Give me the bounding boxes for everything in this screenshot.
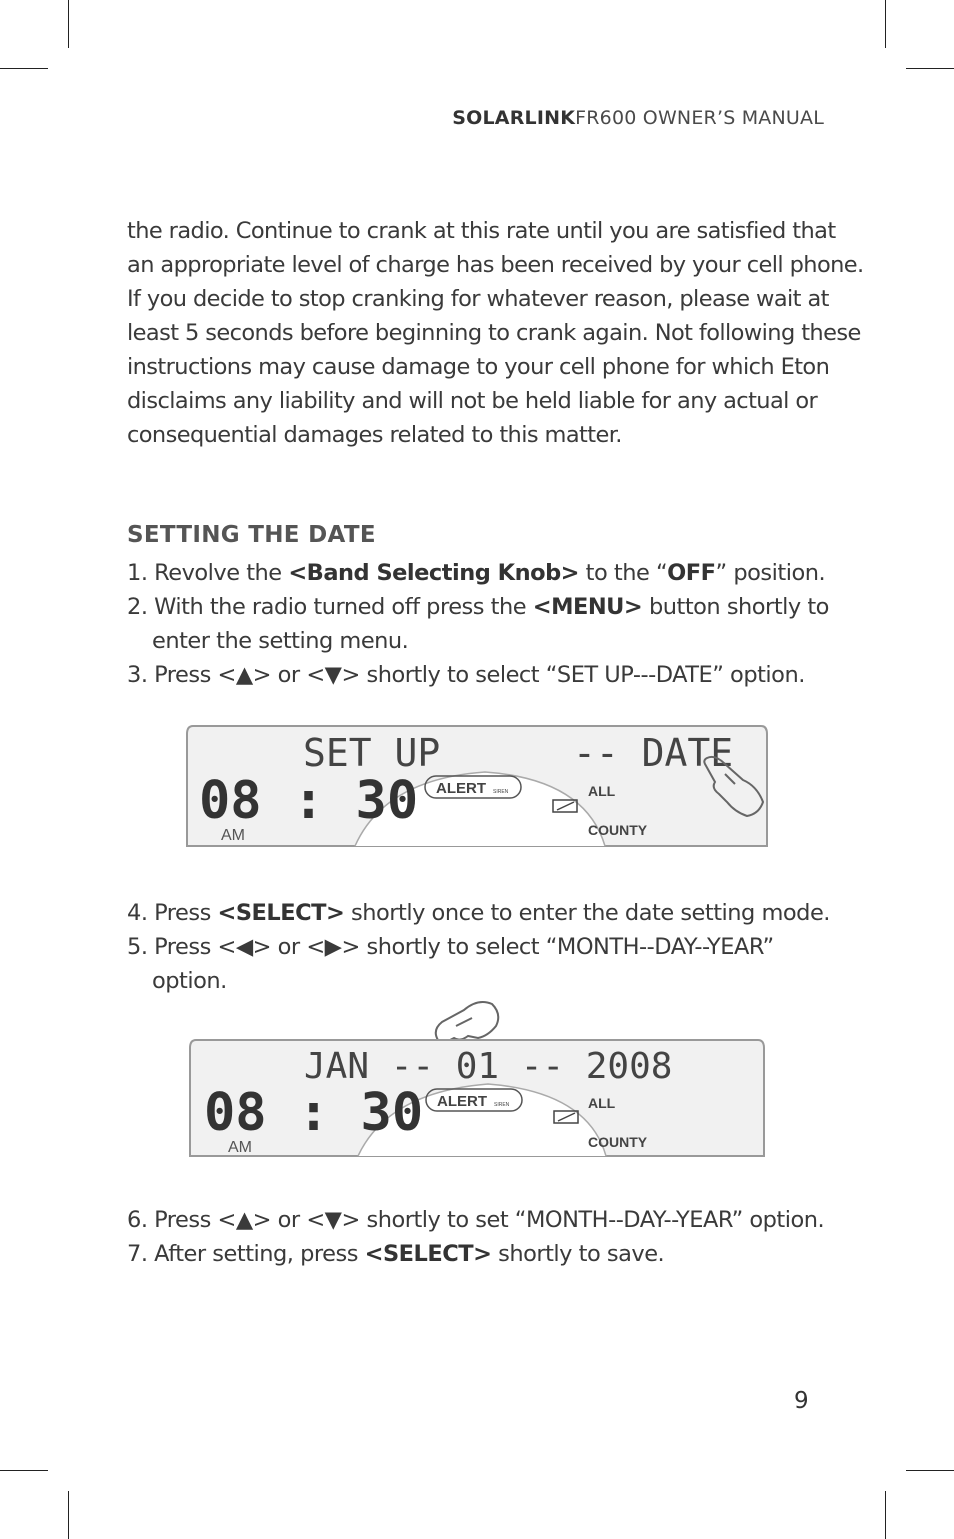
crop-mark bbox=[68, 0, 69, 48]
step-3: 3. Press <▲> or <▼> shortly to select “SET UP---DATE” option. bbox=[127, 662, 805, 688]
lcd-alert: ALERT bbox=[437, 1093, 487, 1110]
lcd-all: ALL bbox=[588, 1095, 616, 1111]
step-4: 4. Press <SELECT> shortly once to enter the date setting mode. bbox=[127, 900, 830, 926]
step-5: 5. Press <◀> or <▶> shortly to select “MONTH--DAY--YEAR” bbox=[127, 934, 774, 960]
brand-name: SOLARLINK bbox=[452, 107, 576, 129]
intro-line: consequential damages related to this matter. bbox=[127, 422, 622, 448]
lcd-ampm: AM bbox=[221, 827, 245, 844]
steps-group-3 bbox=[127, 1203, 847, 1271]
crop-mark bbox=[885, 0, 886, 48]
crop-mark bbox=[0, 1470, 48, 1471]
step-2: 2. With the radio turned off press the <MENU> button shortly to bbox=[127, 594, 829, 620]
lcd-time: 08 : 30 bbox=[199, 771, 419, 831]
lcd-siren: SIREN bbox=[493, 789, 509, 795]
lcd-siren: SIREN bbox=[494, 1102, 510, 1108]
lcd-county: COUNTY bbox=[588, 822, 648, 838]
lcd-county: COUNTY bbox=[588, 1134, 648, 1150]
steps-group-2 bbox=[127, 896, 847, 998]
lcd-display-setup-date bbox=[185, 724, 769, 848]
crop-mark bbox=[906, 1470, 954, 1471]
lcd-date-text: JAN -- 01 -- 2008 bbox=[304, 1046, 673, 1087]
lcd-all: ALL bbox=[588, 783, 616, 799]
lcd-top-text: SET UP bbox=[303, 731, 441, 775]
lcd-ampm: AM bbox=[228, 1139, 252, 1156]
running-header bbox=[452, 107, 824, 129]
manual-title: FR600 OWNER’S MANUAL bbox=[575, 107, 824, 129]
intro-paragraph bbox=[127, 214, 864, 452]
step-1: 1. Revolve the <Band Selecting Knob> to the “OFF” position. bbox=[127, 560, 826, 586]
lcd-time: 08 : 30 bbox=[204, 1083, 424, 1143]
lcd-top-right-text: -- DATE bbox=[573, 731, 734, 775]
steps-group-1 bbox=[127, 556, 847, 692]
crop-mark bbox=[0, 68, 48, 69]
intro-line: least 5 seconds before beginning to crank again. Not following these bbox=[127, 320, 861, 346]
crop-mark bbox=[68, 1491, 69, 1539]
crop-mark bbox=[885, 1491, 886, 1539]
intro-line: the radio. Continue to crank at this rate until you are satisfied that bbox=[127, 218, 836, 244]
section-title: SETTING THE DATE bbox=[127, 522, 376, 548]
intro-line: disclaims any liability and will not be held liable for any actual or bbox=[127, 388, 818, 414]
step-5-continued: option. bbox=[152, 968, 227, 994]
pointing-hand-icon bbox=[436, 1002, 499, 1045]
step-2-continued: enter the setting menu. bbox=[152, 628, 409, 654]
step-6: 6. Press <▲> or <▼> shortly to set “MONTH--DAY--YEAR” option. bbox=[127, 1207, 825, 1233]
intro-line: instructions may cause damage to your cell phone for which Eton bbox=[127, 354, 830, 380]
lcd-alert: ALERT bbox=[436, 780, 486, 797]
lcd-display-month-day-year bbox=[188, 996, 768, 1160]
intro-line: an appropriate level of charge has been received by your cell phone. bbox=[127, 252, 864, 278]
intro-line: If you decide to stop cranking for whatever reason, please wait at bbox=[127, 286, 829, 312]
step-7: 7. After setting, press <SELECT> shortly to save. bbox=[127, 1241, 665, 1267]
crop-mark bbox=[906, 68, 954, 69]
page-number: 9 bbox=[794, 1388, 809, 1414]
